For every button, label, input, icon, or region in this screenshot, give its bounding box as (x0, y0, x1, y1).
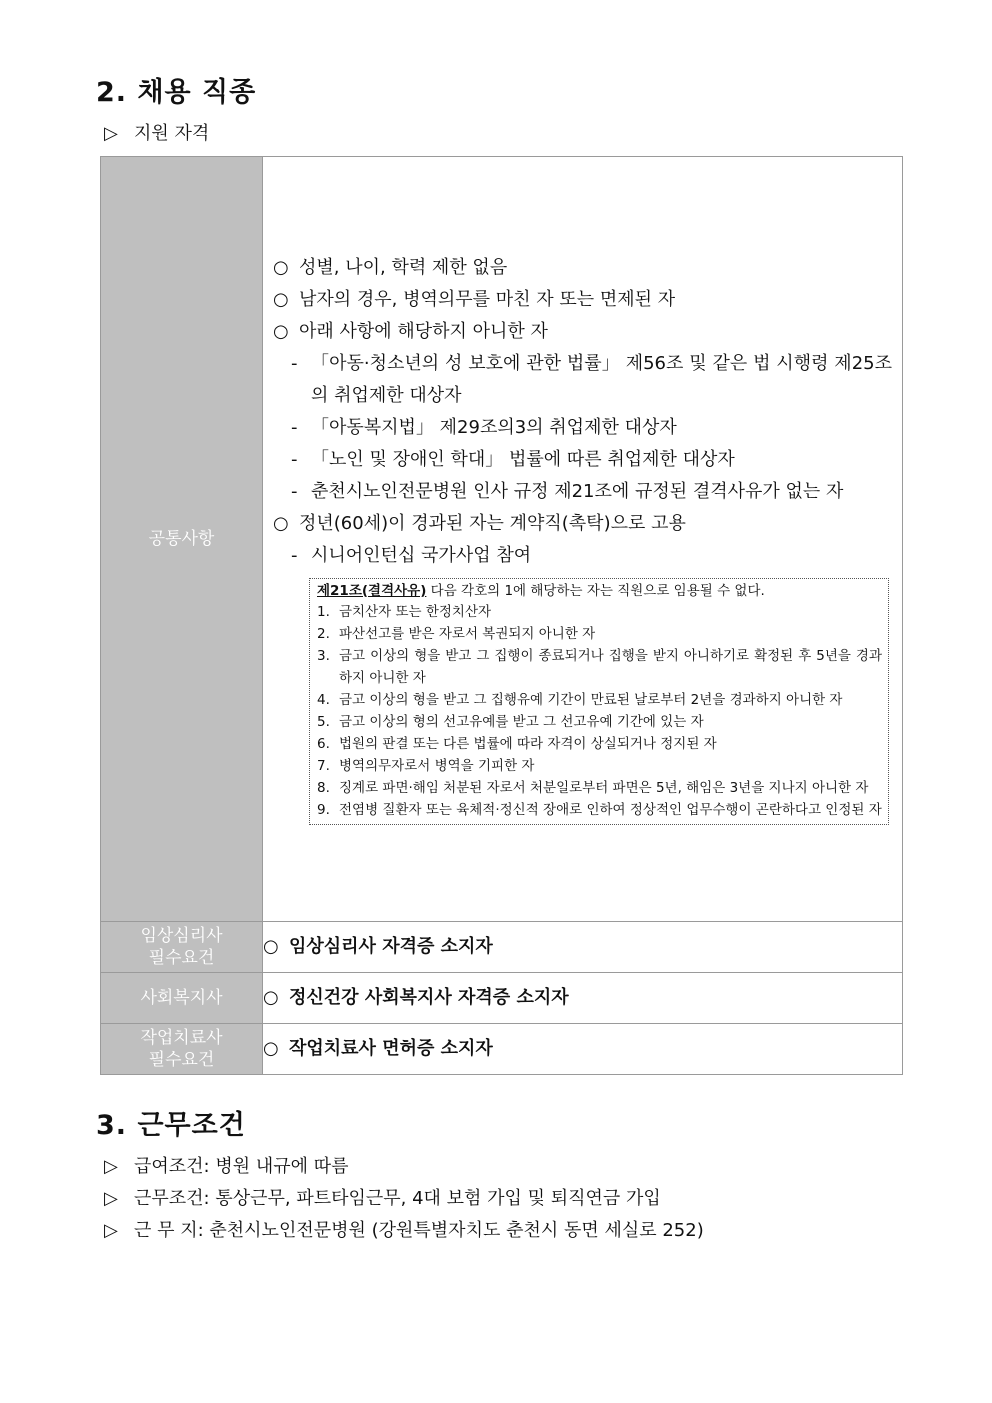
common-item: ○ 남자의 경우, 병역의무를 마친 자 또는 면제된 자 (273, 284, 892, 316)
role-requirement: ○ 임상심리사 자격증 소지자 (263, 922, 903, 973)
disqualification-law-box (309, 578, 889, 825)
condition-item: ▷ 급여조건: 병원 내규에 따름 (104, 1156, 349, 1177)
role-requirement: ○ 정신건강 사회복지사 자격증 소지자 (263, 973, 903, 1024)
role-label: 작업치료사 필수요건 (101, 1024, 263, 1075)
common-sub-item: - 「아동복지법」 제29조의3의 취업제한 대상자 (273, 412, 892, 444)
dash-marker: - (291, 416, 298, 438)
triangle-marker-icon: ▷ (104, 1156, 118, 1177)
qualification-subtitle (104, 119, 209, 145)
law-item: 2. 파산선고를 받은 자로서 복권되지 아니한 자 (317, 625, 596, 642)
common-row (101, 157, 903, 922)
common-sub-item: - 「노인 및 장애인 학대」 법률에 따른 취업제한 대상자 (273, 444, 892, 476)
circle-bullet-icon: ○ (273, 288, 289, 310)
law-item: 9. 전염병 질환자 또는 육체적·정신적 장애로 인하여 정상적인 업무수행이 곤란하다고 인정된 자 (317, 801, 882, 818)
role-label: 임상심리사 필수요건 (101, 922, 263, 973)
role-row-social-worker (101, 973, 903, 1024)
common-sub-item: - 춘천시노인전문병원 인사 규정 제21조에 규정된 결격사유가 없는 자 (273, 476, 892, 508)
circle-bullet-icon: ○ (273, 512, 289, 534)
circle-bullet-icon: ○ (273, 320, 289, 342)
dash-marker: - (291, 544, 298, 566)
section-2-title: 2. 채용 직종 (96, 77, 257, 108)
law-item: 3. 금고 이상의 형을 받고 그 집행이 종료되거나 집행을 받지 아니하기로 확정된 후 5년을 경과하지 아니한 자 (317, 647, 882, 686)
dash-marker: - (291, 448, 298, 470)
law-item: 8. 징계로 파면·해임 처분된 자로서 처분일로부터 파면은 5년, 해임은 3년을 지나지 아니한 자 (317, 779, 869, 796)
circle-bullet-icon: ○ (263, 987, 279, 1008)
law-title: 제21조(결격사유) (317, 582, 427, 599)
law-item: 6. 법원의 판결 또는 다른 법률에 따라 자격이 상실되거나 정지된 자 (317, 735, 717, 752)
qualification-subtitle-text: 지원 자격 (134, 123, 210, 144)
common-item: ○ 성별, 나이, 학력 제한 없음 (273, 252, 892, 284)
condition-item: ▷ 근 무 지: 춘천시노인전문병원 (강원특별자치도 춘천시 동면 세실로 252) (104, 1220, 704, 1241)
role-row-occupational-therapist (101, 1024, 903, 1075)
common-label: 공통사항 (101, 157, 263, 922)
circle-bullet-icon: ○ (263, 1038, 279, 1059)
circle-bullet-icon: ○ (263, 936, 279, 957)
section-3-title: 3. 근무조건 (96, 1110, 246, 1141)
role-requirement: ○ 작업치료사 면허증 소지자 (263, 1024, 903, 1075)
common-item: ○ 아래 사항에 해당하지 아니한 자 (273, 316, 892, 348)
common-content (263, 157, 903, 922)
triangle-marker-icon: ▷ (104, 1220, 118, 1241)
retire-item: ○ 정년(60세)이 경과된 자는 계약직(촉탁)으로 고용 (273, 508, 892, 540)
law-item: 4. 금고 이상의 형을 받고 그 집행유예 기간이 만료된 날로부터 2년을 경과하지 아니한 자 (317, 691, 843, 708)
dash-marker: - (291, 480, 298, 502)
dash-marker: - (291, 352, 298, 374)
law-heading (317, 581, 882, 601)
law-item: 1. 금치산자 또는 한정치산자 (317, 603, 492, 620)
law-item: 7. 병역의무자로서 병역을 기피한 자 (317, 757, 535, 774)
circle-bullet-icon: ○ (273, 256, 289, 278)
role-label: 사회복지사 (101, 973, 263, 1024)
retire-sub-item: - 시니어인턴십 국가사업 참여 (273, 540, 892, 572)
role-row-psychologist (101, 922, 903, 973)
qualification-table (100, 156, 903, 1075)
law-intro: 다음 각호의 1에 해당하는 자는 직원으로 임용될 수 없다. (426, 582, 765, 599)
condition-item: ▷ 근무조건: 통상근무, 파트타임근무, 4대 보험 가입 및 퇴직연금 가입 (104, 1188, 661, 1209)
triangle-marker-icon: ▷ (104, 1188, 118, 1209)
law-item: 5. 금고 이상의 형의 선고유예를 받고 그 선고유예 기간에 있는 자 (317, 713, 704, 730)
triangle-marker-icon: ▷ (104, 123, 118, 144)
common-sub-item: - 「아동·청소년의 성 보호에 관한 법률」 제56조 및 같은 법 시행령 제25조의 취업제한 대상자 (273, 348, 892, 412)
